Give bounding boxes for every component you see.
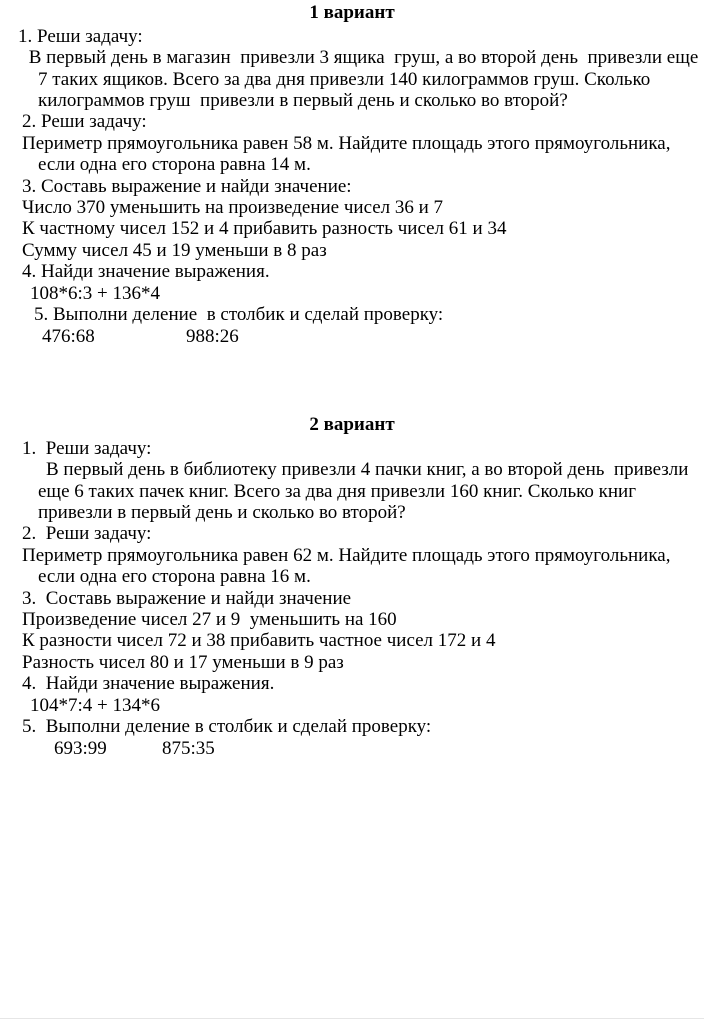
v2-task1-text: еще 6 таких пачек книг. Всего за два дня привезли 160 книг. Сколько книг (38, 481, 637, 502)
v2-task2-heading: 2. Реши задачу: (22, 523, 152, 544)
v1-task3-item: К частному чисел 152 и 4 прибавить разность чисел 61 и 34 (22, 218, 507, 239)
v2-task2-text: Периметр прямоугольника равен 62 м. Найдите площадь этого прямоугольника, (22, 545, 671, 566)
v2-task2-text: если одна его сторона равна 16 м. (38, 566, 311, 587)
v1-task1-text: 7 таких ящиков. Всего за два дня привезли 140 килограммов груш. Сколько (38, 69, 651, 90)
v1-task3-item: Сумму чисел 45 и 19 уменьши в 8 раз (22, 240, 327, 261)
v2-task5-division: 693:99 (54, 738, 107, 759)
v2-task3-item: К разности чисел 72 и 38 прибавить частное чисел 172 и 4 (22, 630, 496, 651)
v2-task4-expression: 104*7:4 + 134*6 (30, 695, 160, 716)
v1-task2-text: если одна его сторона равна 14 м. (38, 154, 311, 175)
v2-task3-item: Разность чисел 80 и 17 уменьши в 9 раз (22, 652, 344, 673)
v1-task3-item: Число 370 уменьшить на произведение чисел 36 и 7 (22, 197, 444, 218)
v1-task2-heading: 2. Реши задачу: (22, 111, 147, 132)
v2-task3-heading: 3. Составь выражение и найди значение (22, 588, 352, 609)
v1-task1-text: В первый день в магазин привезли 3 ящика груш, а во второй день привезли еще (24, 47, 699, 68)
v1-task1-text: килограммов груш привезли в первый день и сколько во второй? (38, 90, 568, 111)
variant1-title: 1 вариант (309, 2, 395, 23)
v1-task4-expression: 108*6:3 + 136*4 (30, 283, 160, 304)
v2-task3-item: Произведение чисел 27 и 9 уменьшить на 160 (22, 609, 397, 630)
v1-task4-heading: 4. Найди значение выражения. (22, 261, 270, 282)
v2-task1-text: В первый день в библиотеку привезли 4 пачки книг, а во второй день привезли (46, 459, 689, 480)
v1-task5-division: 988:26 (186, 326, 239, 347)
v2-task5-heading: 5. Выполни деление в столбик и сделай проверку: (22, 716, 432, 737)
v1-task1-heading: 1. Реши задачу: (18, 26, 143, 47)
page-bottom-divider (0, 1018, 704, 1019)
v1-task5-division: 476:68 (42, 326, 95, 347)
v1-task2-text: Периметр прямоугольника равен 58 м. Найдите площадь этого прямоугольника, (22, 133, 671, 154)
v1-task5-heading: 5. Выполни деление в столбик и сделай проверку: (34, 304, 444, 325)
v1-task3-heading: 3. Составь выражение и найди значение: (22, 176, 352, 197)
v2-task4-heading: 4. Найди значение выражения. (22, 673, 275, 694)
variant2-title: 2 вариант (309, 414, 395, 435)
v2-task1-heading: 1. Реши задачу: (22, 438, 152, 459)
v2-task5-division: 875:35 (162, 738, 215, 759)
v2-task1-text: привезли в первый день и сколько во второй? (38, 502, 406, 523)
